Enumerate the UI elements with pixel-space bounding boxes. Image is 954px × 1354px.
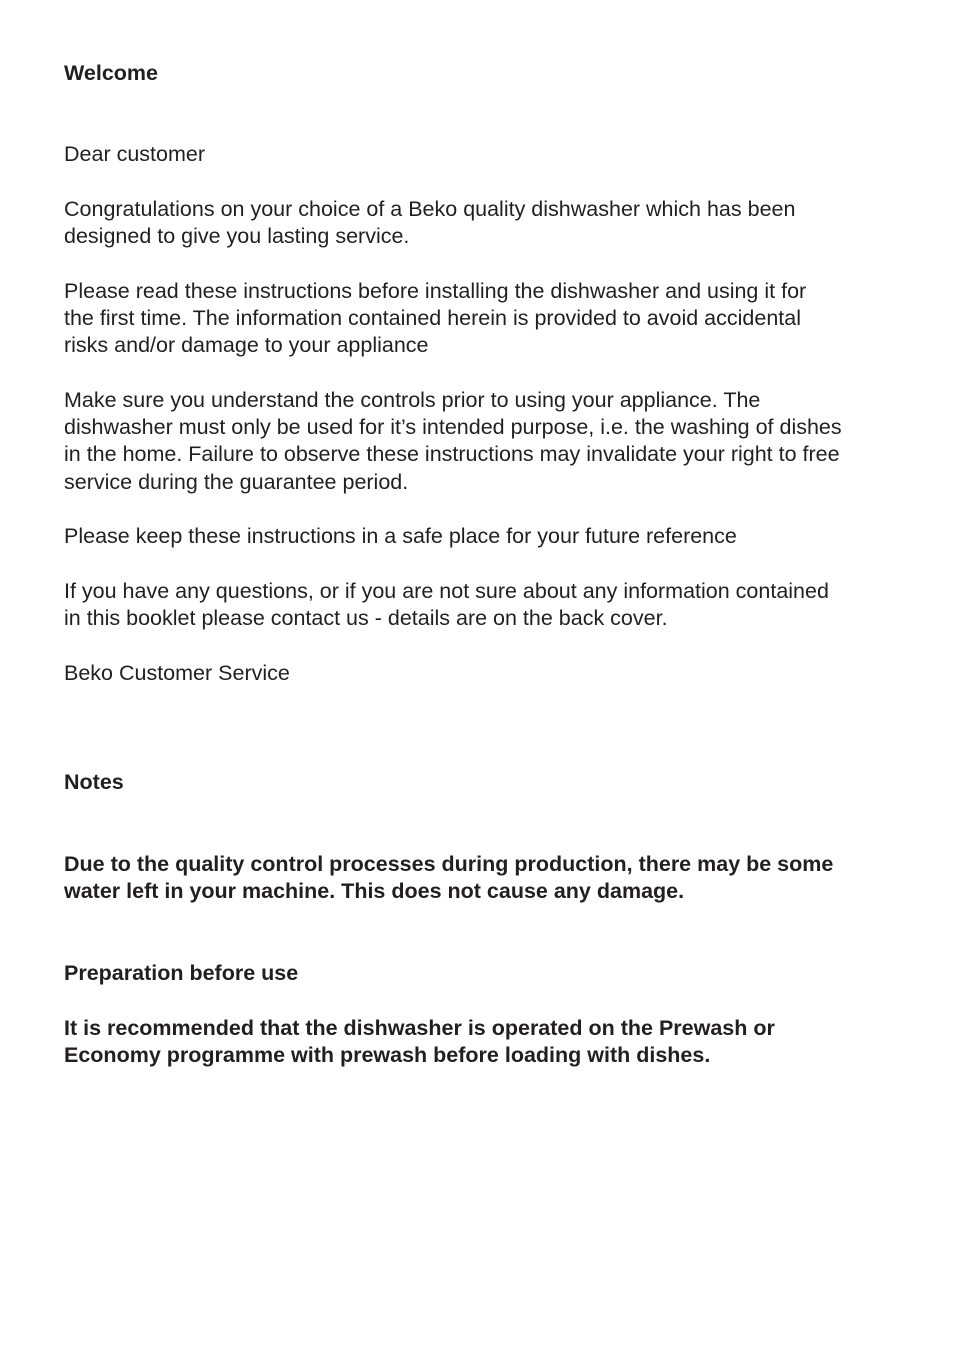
controls-paragraph: Make sure you understand the controls prior to using your appliance. The dishwasher must only be used for it’s intended purpose, i.e. the washing of dishes in the home. Failure to observe these instructions may invalidate your right to free service during the guarantee period. <box>64 388 842 494</box>
salutation: Dear customer <box>64 142 205 166</box>
preparation-heading: Preparation before use <box>64 961 299 985</box>
questions-paragraph: If you have any questions, or if you are not sure about any information contained in this booklet please contact us - details are on the back cover. <box>64 579 829 631</box>
welcome-heading: Welcome <box>64 61 158 85</box>
congratulations-paragraph: Congratulations on your choice of a Beko quality dishwasher which has been designed to give you lasting service. <box>64 197 796 249</box>
notes-text: Due to the quality control processes during production, there may be some water left in your machine. This does not cause any damage. <box>64 852 834 904</box>
notes-heading: Notes <box>64 770 124 794</box>
keep-instructions-paragraph: Please keep these instructions in a safe place for your future reference <box>64 524 737 548</box>
signature: Beko Customer Service <box>64 661 290 685</box>
read-instructions-paragraph: Please read these instructions before installing the dishwasher and using it for the first time. The information contained herein is provided to avoid accidental risks and/or damage to your appliance <box>64 279 807 358</box>
preparation-text: It is recommended that the dishwasher is operated on the Prewash or Economy programme with prewash before loading with dishes. <box>64 1016 775 1068</box>
